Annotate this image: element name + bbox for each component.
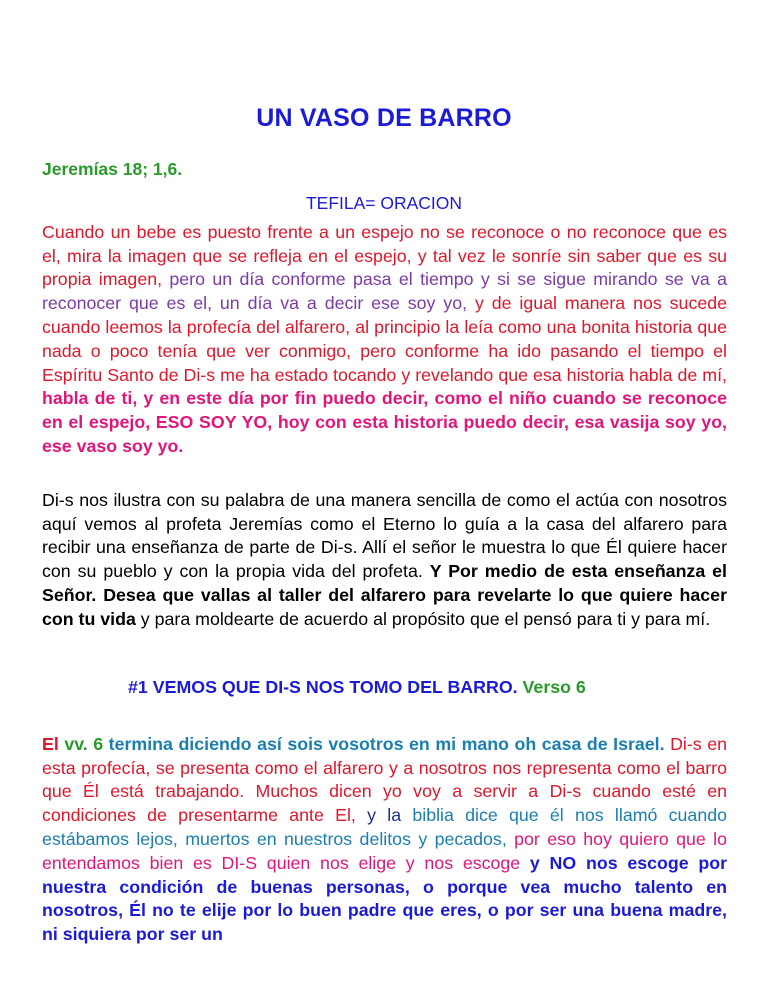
para1-text-red-2: y de igual manera nos sucede cuando leemos la profecía del alfarero, al principio la leía como una bonita historia que nada o poco tenía que ver conmigo, pero conforme ha ido pasando el tiempo el Espíritu Santo de Di-s me ha estado tocando y revelando que esa historia habla de mí, — [42, 293, 728, 385]
para3-text-navy: y la — [355, 805, 402, 826]
para1-text-purple: pero un día conforme pasa el tiempo y si se sigue mirando se va a reconocer que es el, un día va a decir ese soy yo, — [42, 269, 727, 314]
para3-text-magenta: por eso hoy quiero que lo entendamos bien es DI-S quien nos elige y nos escoge — [42, 828, 727, 873]
para3-emphasis: y NO nos escoge por nuestra condición de buenas personas, o porque vea mucho talento en nosotros, Él no te elije por lo buen padre que eres, o por ser una buena madre, ni siquiera por ser un — [42, 852, 727, 945]
paragraph-2 — [42, 489, 727, 632]
scripture-reference: Jeremías 18; 1,6. — [42, 159, 183, 179]
section-heading-main: #1 VEMOS QUE DI-S NOS TOMO DEL BARRO. — [128, 677, 518, 697]
para2-emphasis: Y Por medio de esta enseñanza el Señor. Desea que vallas al taller del alfarero para revelarte lo que quiere hacer con tu vida — [42, 561, 727, 629]
para1-emphasis: habla de ti, y en este día por fin puedo decir, como el niño cuando se reconoce en el espejo, ESO SOY YO, hoy con esta historia puedo decir, esa vasija soy yo, ese vaso soy yo. — [42, 388, 727, 456]
para3-text-teal: biblia dice que él nos llamó cuando estábamos lejos, muertos en nuestros delitos y pecados, — [42, 805, 727, 849]
section-heading — [128, 677, 586, 698]
document-subtitle: TEFILA= ORACION — [305, 193, 463, 213]
para3-el: El — [42, 733, 59, 754]
paragraph-1 — [42, 221, 727, 459]
paragraph-3 — [42, 733, 727, 947]
para2-text-end: y para moldearte de acuerdo al propósito que el pensó para ti y para mí. — [135, 608, 711, 629]
para3-text-red: Di-s en esta profecía, se presenta como el alfarero y a nosotros nos representa como el barro que Él está trabajando. Muchos dicen yo voy a servir a Di-s cuando esté en condiciones de presentarme ante El, — [42, 733, 727, 826]
document-title: UN VASO DE BARRO — [256, 104, 512, 132]
para3-verse-ref: vv. 6 — [58, 733, 104, 754]
section-heading-verse: Verso 6 — [517, 677, 586, 697]
para3-quote: termina diciendo así sois vosotros en mi mano oh casa de Israel. — [103, 733, 665, 754]
para2-text: Di-s nos ilustra con su palabra de una manera sencilla de como el actúa con nosotros aquí vemos al profeta Jeremías como el Eterno lo guía a la casa del alfarero para recibir una enseñanza de parte de Di-s. Allí el señor le muestra lo que Él quiere hacer con su pueblo y con la propia vida del profeta. — [42, 489, 727, 582]
para1-text-red: Cuando un bebe es puesto frente a un espejo no se reconoce o no reconoce que es el, mira la imagen que se refleja en el espejo, y tal vez le sonríe sin saber que es su propia imagen, — [42, 221, 727, 290]
